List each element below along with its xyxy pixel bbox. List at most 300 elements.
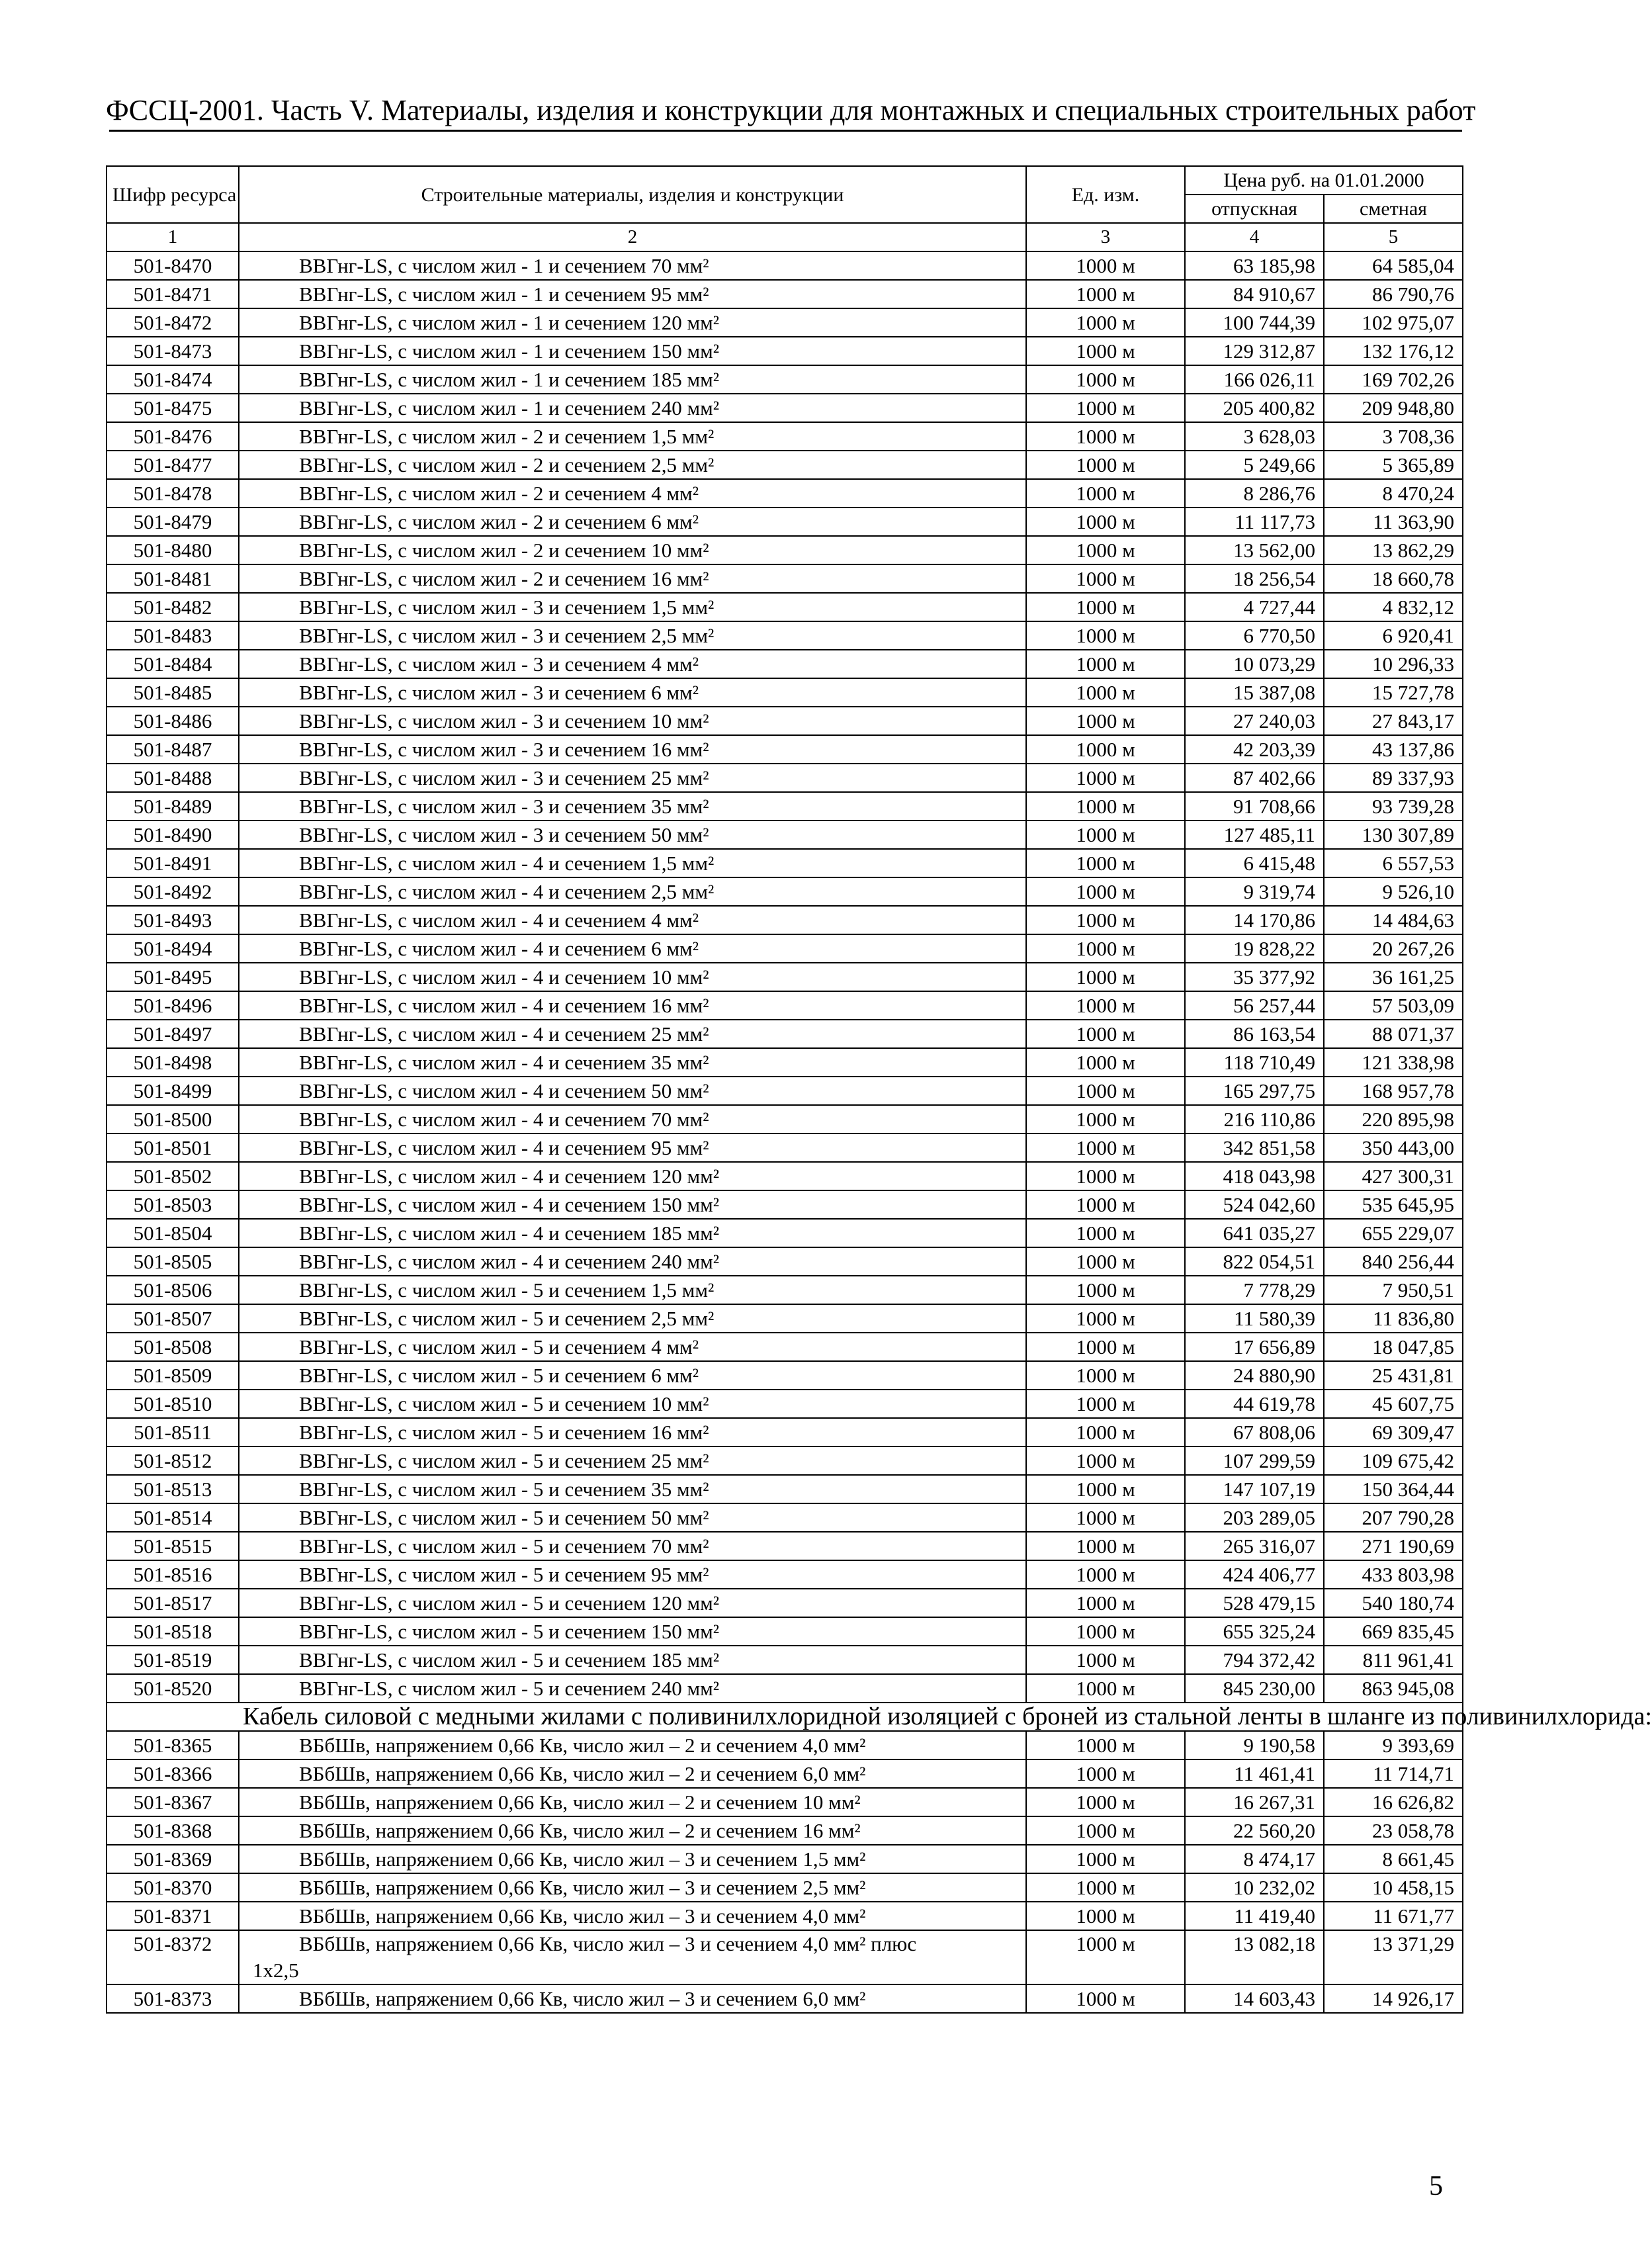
- unit: 1000 м: [1026, 394, 1185, 422]
- resource-code: 501-8519: [107, 1646, 239, 1674]
- price-estimate: 18 660,78: [1324, 564, 1463, 593]
- price-release: 641 035,27: [1185, 1219, 1324, 1247]
- resource-code: 501-8487: [107, 735, 239, 764]
- price-estimate: 16 626,82: [1324, 1788, 1463, 1816]
- unit: 1000 м: [1026, 1503, 1185, 1532]
- price-release: 13 562,00: [1185, 536, 1324, 564]
- material-name: ВБбШв, напряжением 0,66 Кв, число жил – 3 и сечением 2,5 мм²: [239, 1873, 1026, 1902]
- table-row: [107, 678, 1463, 707]
- price-estimate: 9 526,10: [1324, 877, 1463, 906]
- resource-code: 501-8367: [107, 1788, 239, 1816]
- price-release: 17 656,89: [1185, 1333, 1324, 1361]
- unit: 1000 м: [1026, 821, 1185, 849]
- resource-code: 501-8486: [107, 707, 239, 735]
- unit: 1000 м: [1026, 906, 1185, 934]
- price-release: 14 603,43: [1185, 1984, 1324, 2013]
- material-name: ВВГнг-LS, с числом жил - 5 и сечением 1,5 мм²: [239, 1276, 1026, 1304]
- price-estimate: 7 950,51: [1324, 1276, 1463, 1304]
- unit: 1000 м: [1026, 621, 1185, 650]
- material-name: ВБбШв, напряжением 0,66 Кв, число жил – 2 и сечением 10 мм²: [239, 1788, 1026, 1816]
- resource-code: 501-8478: [107, 479, 239, 508]
- table-row: [107, 821, 1463, 849]
- material-name: ВВГнг-LS, с числом жил - 2 и сечением 4 мм²: [239, 479, 1026, 508]
- table-row: [107, 1247, 1463, 1276]
- unit: 1000 м: [1026, 1190, 1185, 1219]
- price-estimate: 811 961,41: [1324, 1646, 1463, 1674]
- unit: 1000 м: [1026, 422, 1185, 451]
- unit: 1000 м: [1026, 280, 1185, 308]
- unit: 1000 м: [1026, 1759, 1185, 1788]
- price-estimate: 64 585,04: [1324, 251, 1463, 280]
- price-release: 42 203,39: [1185, 735, 1324, 764]
- resource-code: 501-8502: [107, 1162, 239, 1190]
- resource-code: 501-8509: [107, 1361, 239, 1390]
- price-estimate: 271 190,69: [1324, 1532, 1463, 1560]
- resource-code: 501-8511: [107, 1418, 239, 1446]
- price-release: 127 485,11: [1185, 821, 1324, 849]
- price-release: 418 043,98: [1185, 1162, 1324, 1190]
- table-row: [107, 337, 1463, 365]
- unit: 1000 м: [1026, 1788, 1185, 1816]
- material-name: ВВГнг-LS, с числом жил - 4 и сечением 50 мм²: [239, 1077, 1026, 1105]
- unit: 1000 м: [1026, 792, 1185, 821]
- table-row: [107, 1390, 1463, 1418]
- price-release: 165 297,75: [1185, 1077, 1324, 1105]
- unit: 1000 м: [1026, 479, 1185, 508]
- page-number: 5: [1429, 2171, 1443, 2201]
- table-row: [107, 621, 1463, 650]
- resource-code: 501-8373: [107, 1984, 239, 2013]
- unit: 1000 м: [1026, 593, 1185, 621]
- unit: 1000 м: [1026, 707, 1185, 735]
- price-estimate: 3 708,36: [1324, 422, 1463, 451]
- material-name: ВВГнг-LS, с числом жил - 5 и сечением 50 мм²: [239, 1503, 1026, 1532]
- table-row: [107, 1020, 1463, 1048]
- unit: 1000 м: [1026, 1589, 1185, 1617]
- resource-code: 501-8491: [107, 849, 239, 877]
- material-name: ВВГнг-LS, с числом жил - 5 и сечением 95 мм²: [239, 1560, 1026, 1589]
- table-row: [107, 479, 1463, 508]
- price-estimate: 8 661,45: [1324, 1845, 1463, 1873]
- price-release: 10 073,29: [1185, 650, 1324, 678]
- resource-code: 501-8476: [107, 422, 239, 451]
- price-release: 845 230,00: [1185, 1674, 1324, 1703]
- price-release: 56 257,44: [1185, 991, 1324, 1020]
- unit: 1000 м: [1026, 1674, 1185, 1703]
- table-row: [107, 707, 1463, 735]
- resource-code: 501-8488: [107, 764, 239, 792]
- unit: 1000 м: [1026, 963, 1185, 991]
- resource-code: 501-8505: [107, 1247, 239, 1276]
- page-header: ФССЦ-2001. Часть V. Материалы, изделия и конструкции для монтажных и специальных строительных работ: [106, 94, 1476, 126]
- price-estimate: 15 727,78: [1324, 678, 1463, 707]
- unit: 1000 м: [1026, 1390, 1185, 1418]
- unit: 1000 м: [1026, 1276, 1185, 1304]
- table-row: [107, 735, 1463, 764]
- price-estimate: 43 137,86: [1324, 735, 1463, 764]
- material-name: ВВГнг-LS, с числом жил - 1 и сечением 95 мм²: [239, 280, 1026, 308]
- resource-code: 501-8493: [107, 906, 239, 934]
- resource-code: 501-8498: [107, 1048, 239, 1077]
- price-estimate: 433 803,98: [1324, 1560, 1463, 1589]
- resource-code: 501-8482: [107, 593, 239, 621]
- table-row: [107, 1589, 1463, 1617]
- unit: 1000 м: [1026, 764, 1185, 792]
- unit: 1000 м: [1026, 1048, 1185, 1077]
- table-row: [107, 1446, 1463, 1475]
- price-estimate: 150 364,44: [1324, 1475, 1463, 1503]
- material-name: ВБбШв, напряжением 0,66 Кв, число жил – 3 и сечением 1,5 мм²: [239, 1845, 1026, 1873]
- price-estimate: 220 895,98: [1324, 1105, 1463, 1134]
- price-estimate: 669 835,45: [1324, 1617, 1463, 1646]
- price-estimate: 11 671,77: [1324, 1902, 1463, 1930]
- price-estimate: 168 957,78: [1324, 1077, 1463, 1105]
- resource-code: 501-8496: [107, 991, 239, 1020]
- material-name: ВВГнг-LS, с числом жил - 3 и сечением 10 мм²: [239, 707, 1026, 735]
- price-estimate: 45 607,75: [1324, 1390, 1463, 1418]
- table-row: [107, 849, 1463, 877]
- price-release: 13 082,18: [1185, 1930, 1324, 1984]
- table-row: [107, 1048, 1463, 1077]
- price-estimate: 14 926,17: [1324, 1984, 1463, 2013]
- table-row: [107, 1361, 1463, 1390]
- material-name: ВВГнг-LS, с числом жил - 5 и сечением 70 мм²: [239, 1532, 1026, 1560]
- unit: 1000 м: [1026, 337, 1185, 365]
- table-row: [107, 1646, 1463, 1674]
- unit: 1000 м: [1026, 1731, 1185, 1759]
- price-estimate: 535 645,95: [1324, 1190, 1463, 1219]
- table-row: [107, 1560, 1463, 1589]
- unit: 1000 м: [1026, 508, 1185, 536]
- resource-code: 501-8475: [107, 394, 239, 422]
- price-release: 118 710,49: [1185, 1048, 1324, 1077]
- table-row: [107, 1418, 1463, 1446]
- table-row: [107, 1475, 1463, 1503]
- unit: 1000 м: [1026, 1560, 1185, 1589]
- section-title-row: [107, 1703, 1463, 1731]
- price-release: 67 808,06: [1185, 1418, 1324, 1446]
- resource-code: 501-8484: [107, 650, 239, 678]
- price-release: 11 117,73: [1185, 508, 1324, 536]
- material-name: ВВГнг-LS, с числом жил - 5 и сечением 25 мм²: [239, 1446, 1026, 1475]
- material-name: ВВГнг-LS, с числом жил - 4 и сечением 10 мм²: [239, 963, 1026, 991]
- resource-code: 501-8485: [107, 678, 239, 707]
- price-estimate: 109 675,42: [1324, 1446, 1463, 1475]
- table-row: [107, 308, 1463, 337]
- price-estimate: 169 702,26: [1324, 365, 1463, 394]
- table-row: [107, 536, 1463, 564]
- material-name: ВВГнг-LS, с числом жил - 2 и сечением 1,5 мм²: [239, 422, 1026, 451]
- resource-code: 501-8515: [107, 1532, 239, 1560]
- price-release: 14 170,86: [1185, 906, 1324, 934]
- table-row: [107, 1984, 1463, 2013]
- material-name: ВВГнг-LS, с числом жил - 4 и сечением 35 мм²: [239, 1048, 1026, 1077]
- unit: 1000 м: [1026, 1361, 1185, 1390]
- material-name: ВВГнг-LS, с числом жил - 1 и сечением 70 мм²: [239, 251, 1026, 280]
- material-name: ВБбШв, напряжением 0,66 Кв, число жил – 3 и сечением 4,0 мм²: [239, 1902, 1026, 1930]
- price-release: 6 770,50: [1185, 621, 1324, 650]
- material-name: ВВГнг-LS, с числом жил - 3 и сечением 35 мм²: [239, 792, 1026, 821]
- header-name: Строительные материалы, изделия и конструкции: [239, 166, 1026, 223]
- price-estimate: 14 484,63: [1324, 906, 1463, 934]
- material-name: ВВГнг-LS, с числом жил - 5 и сечением 35 мм²: [239, 1475, 1026, 1503]
- price-release: 216 110,86: [1185, 1105, 1324, 1134]
- column-number-row: [107, 223, 1463, 251]
- resource-code: 501-8506: [107, 1276, 239, 1304]
- price-estimate: 6 920,41: [1324, 621, 1463, 650]
- resource-code: 501-8371: [107, 1902, 239, 1930]
- material-name: ВВГнг-LS, с числом жил - 4 и сечением 16 мм²: [239, 991, 1026, 1020]
- unit: 1000 м: [1026, 1020, 1185, 1048]
- price-release: 11 580,39: [1185, 1304, 1324, 1333]
- material-name: ВБбШв, напряжением 0,66 Кв, число жил – 2 и сечением 4,0 мм²: [239, 1731, 1026, 1759]
- price-estimate: 11 836,80: [1324, 1304, 1463, 1333]
- price-estimate: 6 557,53: [1324, 849, 1463, 877]
- price-estimate: 93 739,28: [1324, 792, 1463, 821]
- material-name: ВВГнг-LS, с числом жил - 5 и сечением 4 мм²: [239, 1333, 1026, 1361]
- material-name: ВВГнг-LS, с числом жил - 4 и сечением 240 мм²: [239, 1247, 1026, 1276]
- table-row: [107, 1503, 1463, 1532]
- column-number: 4: [1185, 223, 1324, 251]
- unit: 1000 м: [1026, 678, 1185, 707]
- price-estimate: 5 365,89: [1324, 451, 1463, 479]
- price-release: 91 708,66: [1185, 792, 1324, 821]
- unit: 1000 м: [1026, 934, 1185, 963]
- price-estimate: 540 180,74: [1324, 1589, 1463, 1617]
- table-row: [107, 1532, 1463, 1560]
- material-name: ВВГнг-LS, с числом жил - 4 и сечением 6 мм²: [239, 934, 1026, 963]
- table-row: [107, 792, 1463, 821]
- price-release: 265 316,07: [1185, 1532, 1324, 1560]
- resource-code: 501-8517: [107, 1589, 239, 1617]
- table-row: [107, 906, 1463, 934]
- material-name: ВВГнг-LS, с числом жил - 5 и сечением 120 мм²: [239, 1589, 1026, 1617]
- table-row: [107, 508, 1463, 536]
- price-release: 87 402,66: [1185, 764, 1324, 792]
- unit: 1000 м: [1026, 1816, 1185, 1845]
- column-number: 3: [1026, 223, 1185, 251]
- price-estimate: 20 267,26: [1324, 934, 1463, 963]
- price-release: 107 299,59: [1185, 1446, 1324, 1475]
- resource-code: 501-8372: [107, 1930, 239, 1984]
- unit: 1000 м: [1026, 564, 1185, 593]
- price-release: 528 479,15: [1185, 1589, 1324, 1617]
- price-release: 6 415,48: [1185, 849, 1324, 877]
- material-name: ВВГнг-LS, с числом жил - 4 и сечением 185 мм²: [239, 1219, 1026, 1247]
- unit: 1000 м: [1026, 1984, 1185, 2013]
- material-name: ВВГнг-LS, с числом жил - 3 и сечением 4 мм²: [239, 650, 1026, 678]
- price-release: 5 249,66: [1185, 451, 1324, 479]
- unit: 1000 м: [1026, 308, 1185, 337]
- table-row: [107, 422, 1463, 451]
- table-row: [107, 764, 1463, 792]
- unit: 1000 м: [1026, 1617, 1185, 1646]
- price-estimate: 350 443,00: [1324, 1134, 1463, 1162]
- price-release: 822 054,51: [1185, 1247, 1324, 1276]
- resource-code: 501-8514: [107, 1503, 239, 1532]
- price-release: 9 190,58: [1185, 1731, 1324, 1759]
- material-name: ВВГнг-LS, с числом жил - 4 и сечением 95 мм²: [239, 1134, 1026, 1162]
- resource-code: 501-8497: [107, 1020, 239, 1048]
- resource-code: 501-8490: [107, 821, 239, 849]
- resource-code: 501-8512: [107, 1446, 239, 1475]
- column-number: 1: [107, 223, 239, 251]
- resource-code: 501-8370: [107, 1873, 239, 1902]
- price-estimate: 57 503,09: [1324, 991, 1463, 1020]
- unit: 1000 м: [1026, 365, 1185, 394]
- table-row: [107, 451, 1463, 479]
- price-release: 794 372,42: [1185, 1646, 1324, 1674]
- table-row: [107, 1902, 1463, 1930]
- unit: 1000 м: [1026, 1418, 1185, 1446]
- resource-code: 501-8500: [107, 1105, 239, 1134]
- material-name: ВВГнг-LS, с числом жил - 5 и сечением 6 мм²: [239, 1361, 1026, 1390]
- table-row: [107, 1134, 1463, 1162]
- unit: 1000 м: [1026, 451, 1185, 479]
- price-release: 655 325,24: [1185, 1617, 1324, 1646]
- price-release: 15 387,08: [1185, 678, 1324, 707]
- header-price-estimate: сметная: [1324, 195, 1463, 223]
- table-row: [107, 394, 1463, 422]
- resource-code: 501-8471: [107, 280, 239, 308]
- resource-code: 501-8480: [107, 536, 239, 564]
- material-name: ВВГнг-LS, с числом жил - 5 и сечением 185 мм²: [239, 1646, 1026, 1674]
- price-estimate: 4 832,12: [1324, 593, 1463, 621]
- price-estimate: 36 161,25: [1324, 963, 1463, 991]
- resource-code: 501-8472: [107, 308, 239, 337]
- price-estimate: 11 714,71: [1324, 1759, 1463, 1788]
- material-name: ВВГнг-LS, с числом жил - 4 и сечением 70 мм²: [239, 1105, 1026, 1134]
- price-estimate: 86 790,76: [1324, 280, 1463, 308]
- price-release: 11 419,40: [1185, 1902, 1324, 1930]
- resource-code: 501-8366: [107, 1759, 239, 1788]
- price-estimate: 121 338,98: [1324, 1048, 1463, 1077]
- resource-code: 501-8507: [107, 1304, 239, 1333]
- price-estimate: 863 945,08: [1324, 1674, 1463, 1703]
- unit: 1000 м: [1026, 1930, 1185, 1984]
- unit: 1000 м: [1026, 1134, 1185, 1162]
- price-release: 8 474,17: [1185, 1845, 1324, 1873]
- price-release: 86 163,54: [1185, 1020, 1324, 1048]
- price-release: 4 727,44: [1185, 593, 1324, 621]
- resource-code: 501-8368: [107, 1816, 239, 1845]
- unit: 1000 м: [1026, 536, 1185, 564]
- material-name: [239, 1930, 1026, 1984]
- price-estimate: 23 058,78: [1324, 1816, 1463, 1845]
- price-estimate: 27 843,17: [1324, 707, 1463, 735]
- material-name: ВВГнг-LS, с числом жил - 4 и сечением 4 мм²: [239, 906, 1026, 934]
- price-estimate: 427 300,31: [1324, 1162, 1463, 1190]
- table-row: [107, 1276, 1463, 1304]
- table-row: [107, 251, 1463, 280]
- material-name: ВВГнг-LS, с числом жил - 3 и сечением 25 мм²: [239, 764, 1026, 792]
- price-release: 8 286,76: [1185, 479, 1324, 508]
- price-release: 203 289,05: [1185, 1503, 1324, 1532]
- price-estimate: 8 470,24: [1324, 479, 1463, 508]
- unit: 1000 м: [1026, 1219, 1185, 1247]
- material-name: ВБбШв, напряжением 0,66 Кв, число жил – 2 и сечением 16 мм²: [239, 1816, 1026, 1845]
- resource-code: 501-8510: [107, 1390, 239, 1418]
- resource-code: 501-8474: [107, 365, 239, 394]
- material-name: ВВГнг-LS, с числом жил - 1 и сечением 150 мм²: [239, 337, 1026, 365]
- resource-code: 501-8369: [107, 1845, 239, 1873]
- price-release: 424 406,77: [1185, 1560, 1324, 1589]
- header-rule: [109, 130, 1462, 132]
- price-estimate: 13 862,29: [1324, 536, 1463, 564]
- price-release: 19 828,22: [1185, 934, 1324, 963]
- unit: 1000 м: [1026, 1333, 1185, 1361]
- unit: 1000 м: [1026, 991, 1185, 1020]
- unit: 1000 м: [1026, 1162, 1185, 1190]
- price-estimate: 132 176,12: [1324, 337, 1463, 365]
- material-name: ВВГнг-LS, с числом жил - 4 и сечением 120 мм²: [239, 1162, 1026, 1190]
- section-title: Кабель силовой с медными жилами с поливинилхлоридной изоляцией с броней из стальной ленты в шланге из поливинилхлорида:: [107, 1703, 1463, 1731]
- price-estimate: 209 948,80: [1324, 394, 1463, 422]
- material-name: ВВГнг-LS, с числом жил - 3 и сечением 2,5 мм²: [239, 621, 1026, 650]
- price-estimate: 102 975,07: [1324, 308, 1463, 337]
- table-row: [107, 1759, 1463, 1788]
- material-name: ВВГнг-LS, с числом жил - 5 и сечением 240 мм²: [239, 1674, 1026, 1703]
- price-release: 44 619,78: [1185, 1390, 1324, 1418]
- table-row: [107, 1617, 1463, 1646]
- material-name: ВВГнг-LS, с числом жил - 1 и сечением 240 мм²: [239, 394, 1026, 422]
- table-row: [107, 1731, 1463, 1759]
- unit: 1000 м: [1026, 1873, 1185, 1902]
- price-release: 3 628,03: [1185, 422, 1324, 451]
- table-row: [107, 1077, 1463, 1105]
- table-row: [107, 934, 1463, 963]
- material-name: ВВГнг-LS, с числом жил - 4 и сечением 150 мм²: [239, 1190, 1026, 1219]
- resource-code: 501-8513: [107, 1475, 239, 1503]
- resource-code: 501-8365: [107, 1731, 239, 1759]
- table-row: [107, 1304, 1463, 1333]
- unit: 1000 м: [1026, 650, 1185, 678]
- table-row: [107, 877, 1463, 906]
- resource-code: 501-8520: [107, 1674, 239, 1703]
- price-estimate: 18 047,85: [1324, 1333, 1463, 1361]
- material-name: ВВГнг-LS, с числом жил - 2 и сечением 2,5 мм²: [239, 451, 1026, 479]
- header-price-release: отпускная: [1185, 195, 1324, 223]
- table-header-row: [107, 166, 1463, 195]
- price-release: 11 461,41: [1185, 1759, 1324, 1788]
- resource-code: 501-8508: [107, 1333, 239, 1361]
- material-name: ВВГнг-LS, с числом жил - 2 и сечением 10 мм²: [239, 536, 1026, 564]
- resource-code: 501-8481: [107, 564, 239, 593]
- price-release: 205 400,82: [1185, 394, 1324, 422]
- column-number: 2: [239, 223, 1026, 251]
- unit: 1000 м: [1026, 1446, 1185, 1475]
- price-release: 63 185,98: [1185, 251, 1324, 280]
- unit: 1000 м: [1026, 1304, 1185, 1333]
- table-row: [107, 1190, 1463, 1219]
- price-estimate: 88 071,37: [1324, 1020, 1463, 1048]
- material-name: ВВГнг-LS, с числом жил - 5 и сечением 150 мм²: [239, 1617, 1026, 1646]
- price-release: 84 910,67: [1185, 280, 1324, 308]
- unit: 1000 м: [1026, 1902, 1185, 1930]
- resource-code: 501-8483: [107, 621, 239, 650]
- table-row: [107, 1674, 1463, 1703]
- material-name-line: ВБбШв, напряжением 0,66 Кв, число жил – 3 и сечением 4,0 мм² плюс: [299, 1932, 917, 1955]
- table-row: [107, 1816, 1463, 1845]
- resource-code: 501-8495: [107, 963, 239, 991]
- unit: 1000 м: [1026, 849, 1185, 877]
- material-name: ВВГнг-LS, с числом жил - 1 и сечением 120 мм²: [239, 308, 1026, 337]
- unit: 1000 м: [1026, 1247, 1185, 1276]
- price-estimate: 25 431,81: [1324, 1361, 1463, 1390]
- price-release: 10 232,02: [1185, 1873, 1324, 1902]
- unit: 1000 м: [1026, 1077, 1185, 1105]
- material-name: ВБбШв, напряжением 0,66 Кв, число жил – 2 и сечением 6,0 мм²: [239, 1759, 1026, 1788]
